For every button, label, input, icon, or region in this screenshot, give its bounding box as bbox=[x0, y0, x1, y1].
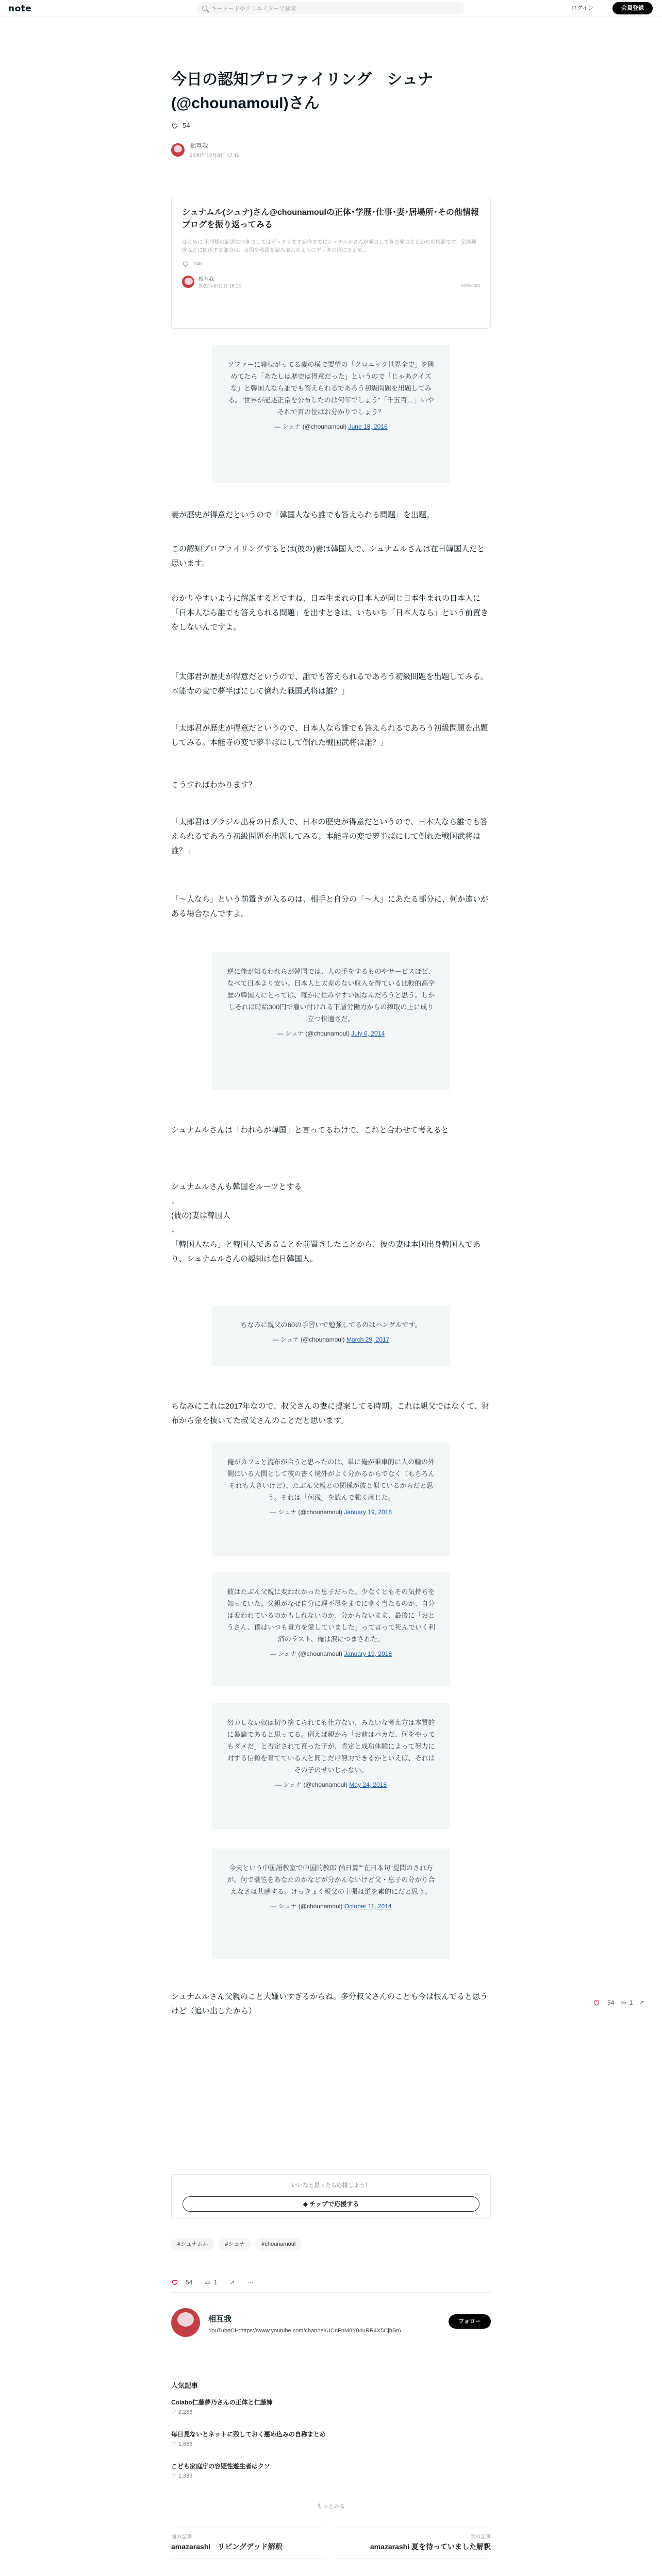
paragraph: ↓ bbox=[171, 1226, 175, 1234]
author-avatar[interactable] bbox=[171, 143, 185, 157]
hashtag[interactable]: #シュナムル bbox=[171, 2238, 214, 2250]
heart-icon bbox=[182, 260, 189, 267]
paragraph: こうすればわかります？ bbox=[171, 781, 257, 789]
tweet-date-link[interactable]: July 6, 2014 bbox=[351, 1030, 385, 1037]
comment-icon: ▭ bbox=[620, 1999, 626, 2006]
embedded-tweet bbox=[212, 1443, 450, 1556]
heart-icon: ♡ bbox=[171, 2409, 176, 2415]
tweet-date-link[interactable]: June 18, 2016 bbox=[348, 423, 388, 430]
tweet-date-link[interactable]: January 19, 2018 bbox=[344, 1509, 392, 1516]
paragraph: 「太郎君はブラジル出身の日系人で、日本の歴史が得意だというので、日本人なら誰でも答えられるであろう初級問題を出題してみる。本能寺の変で夢半ばにして倒れた戦国武将は誰？」 bbox=[171, 818, 488, 855]
hashtag[interactable]: #chounamoul bbox=[255, 2238, 302, 2250]
heart-icon bbox=[171, 122, 178, 129]
embedded-tweet bbox=[212, 1849, 450, 1959]
embed-author bbox=[182, 275, 241, 289]
tweet-author: — シュナ (@chounamoul) bbox=[270, 1509, 342, 1516]
signup-button[interactable]: 会員登録 bbox=[613, 2, 653, 14]
next-title[interactable]: amazarashi 夏を待っていました解釈 bbox=[370, 2543, 491, 2551]
support-prompt: いいなと思ったら応援しよう！ bbox=[291, 2182, 371, 2189]
support-box bbox=[171, 2174, 491, 2218]
article-like-count[interactable] bbox=[171, 122, 491, 129]
next-article[interactable] bbox=[336, 2528, 491, 2558]
embed-title: シュナムル(シュナ)さん@chounamoulの正体･学歴･仕事･妻･居場所･その他情報ブログを振り返ってみる bbox=[182, 208, 479, 229]
floating-comment-button[interactable] bbox=[620, 1999, 633, 2006]
tweet-date-link[interactable]: May 24, 2018 bbox=[349, 1781, 387, 1788]
popular-item[interactable] bbox=[171, 2430, 491, 2447]
tweet-date-link[interactable]: January 19, 2018 bbox=[344, 1650, 392, 1657]
search-icon bbox=[202, 6, 207, 11]
like-count: 54 bbox=[183, 122, 190, 129]
popular-item-likes bbox=[171, 2409, 491, 2415]
prev-article[interactable] bbox=[171, 2528, 326, 2558]
paragraph: 「太郎君が歴史が得意だというので、日本人なら誰でも答えられるであろう初級問題を出題してみる。本能寺の変で夢半ばにして倒れた戦国武将は誰？」 bbox=[171, 724, 488, 747]
floating-actions bbox=[593, 1999, 644, 2006]
embed-like-count bbox=[182, 260, 480, 267]
floating-comment-count: 1 bbox=[629, 1999, 633, 2006]
paragraph: 「〜人なら」という前置きが入るのは、相手と自分の「〜人」にあたる部分に、何か違いがある場合なんですよ。 bbox=[171, 895, 489, 918]
paragraph: ↓ bbox=[171, 1197, 175, 1206]
tweet-date-link[interactable]: October 11, 2014 bbox=[344, 1903, 392, 1910]
article-author[interactable] bbox=[171, 141, 240, 159]
embedded-tweet bbox=[212, 1572, 450, 1686]
more-icon[interactable]: ··· bbox=[247, 2278, 254, 2286]
embed-author-name: 相互我 bbox=[198, 277, 214, 282]
paragraph: シュナムルさんは「われらが韓国」と言ってるわけで、これと合わせて考えると bbox=[171, 1126, 449, 1134]
like-button[interactable] bbox=[171, 2279, 192, 2286]
tweet-author: — シュナ (@chounamoul) bbox=[277, 1030, 350, 1037]
embed-site: note.com bbox=[460, 283, 480, 288]
tweet-author: — シュナ (@chounamoul) bbox=[270, 1903, 343, 1910]
tweet-text: 俺がカフェと流布が合うと思ったのは、単に俺が乗車的に人の輪の外側にいる人間として彼の書く境外がよく分かるからでなく（もちろんそれも大きいけど）、たぶん父親との関係が彼と似ているからだと思う。それは「何浅」を読んで強く感じた。 bbox=[227, 1458, 435, 1501]
popular-item[interactable] bbox=[171, 2398, 491, 2415]
embed-date: 2022年6月1日 18:13 bbox=[198, 283, 241, 289]
search-input[interactable] bbox=[197, 2, 465, 14]
author-profile bbox=[171, 2308, 491, 2360]
like-count: 54 bbox=[186, 2278, 193, 2286]
popular-item-title[interactable]: 毎日見ないとネットに残しておく悪め込みの自称まとめ bbox=[171, 2431, 326, 2438]
popular-heading: 人気記事 bbox=[171, 2382, 198, 2389]
article-date: 2020年12月8日 17:13 bbox=[190, 153, 240, 159]
tip-button[interactable] bbox=[183, 2196, 479, 2212]
paragraph: わかりやすいように解説するとですね、日本生まれの日本人が同じ日本生まれの日本人に「日本人なら誰でも答えられる問題」を出すときは、いちいち「日本人なら」という前置きをしないんですよ。 bbox=[171, 594, 489, 632]
popular-item-like-count: 2,286 bbox=[178, 2409, 193, 2415]
popular-item-like-count: 1,389 bbox=[178, 2472, 193, 2479]
heart-icon: ♡ bbox=[171, 2473, 176, 2479]
tweet-date-link[interactable]: March 29, 2017 bbox=[346, 1336, 390, 1343]
heart-icon bbox=[593, 1999, 600, 2006]
next-label: 次の記事 bbox=[470, 2534, 491, 2540]
site-header bbox=[0, 0, 662, 16]
heart-icon bbox=[171, 2279, 178, 2286]
popular-item-like-count: 1,666 bbox=[178, 2441, 193, 2447]
tweet-text: 努力しない奴は切り捨てられても仕方ない、みたいな考え方は本質的に暴論であると思ってる。例えば親から「お前はバカだ、何をやってもダメだ」と否定されて育った子が、肯定と成功体験によって努力に対する信頼を育てている人と同じだけ努力できるかといえば、それはその子のせいじゃない。 bbox=[227, 1719, 435, 1774]
search-placeholder: キーワードやクリエイターで検索 bbox=[211, 6, 296, 12]
tweet-text: 逆に俺が知るわれらが韓国では、人の手をするものやサービスほど、なべて日本より安い。日本人と大差のない収入を得ている比較的高学歴の韓国人にとっては、確かに住みやすい国なんだろうと思う。しかしそれは時給300円で雇い付けれる下層労働力からの搾取の上に成り立つ快適さだ。 bbox=[227, 968, 435, 1023]
article-title: 今日の認知プロファイリング シュナ(@chounamoul)さん bbox=[171, 71, 434, 112]
paragraph: 妻が歴史が得意だというので「韓国人なら誰でも答えられる問題」を出題。 bbox=[171, 511, 435, 519]
follow-button[interactable]: フォロー bbox=[449, 2314, 491, 2329]
paragraph: この認知プロファイリングするとは(彼の)妻は韓国人で、シュナムルさんは在日韓国人だと思います。 bbox=[171, 545, 485, 568]
comment-count: 1 bbox=[213, 2278, 218, 2286]
embedded-tweet bbox=[212, 952, 450, 1090]
popular-item-title[interactable]: Colabo仁藤夢乃さんの正体と仁藤姉 bbox=[171, 2399, 273, 2406]
heart-icon: ♡ bbox=[171, 2441, 176, 2447]
tweet-author: — シュナ (@chounamoul) bbox=[272, 1336, 345, 1343]
comment-button[interactable] bbox=[205, 2279, 217, 2286]
tweet-text: ツファーに寝転がってる妻の横で要望の「クロニック世界全史」を眺めてたら「あたしは歴史は得意だった」というので「じゃあクイズな」と韓国人なら誰でも答えられるであろう初級問題を出題してみる。"世界が記述正常を公布したのは何年でしょう"「千五百…」いやそれで百の位はお分かりでしょう？ bbox=[227, 361, 435, 416]
tip-icon: ◆ bbox=[303, 2200, 310, 2208]
tweet-text: 彼はたぶん父親に変われかった息子だった。少なくともその気持ちを知っていた。父親がなぜ自分に理不尽をまでに傘く当たるのか、自分は変われているのかもしれないのか、分からないまま、最後に「おとうさん、僕はいつも貴方を愛していました」って言って死んでいく利済のラスト、俺は涙につまされた。 bbox=[227, 1588, 435, 1643]
show-more-link[interactable]: もっとみる bbox=[317, 2503, 345, 2510]
login-button[interactable]: ログイン bbox=[571, 5, 594, 11]
profile-avatar[interactable] bbox=[171, 2308, 200, 2337]
tweet-author: — シュナ (@chounamoul) bbox=[275, 1781, 347, 1788]
author-name[interactable]: 相互我 bbox=[190, 142, 209, 149]
prev-title[interactable]: amazarashi リビングデッド解釈 bbox=[171, 2543, 283, 2551]
tweet-text: ちなみに親父の60の手習いで勉強してるのはハングルです。 bbox=[240, 1321, 422, 1329]
hashtag-list bbox=[171, 2238, 302, 2250]
prev-label: 前の記事 bbox=[171, 2534, 192, 2540]
popular-item-title[interactable]: こども家庭庁の容疑性遊生者はクソ bbox=[171, 2463, 271, 2470]
embed-author-avatar bbox=[182, 276, 194, 288]
popular-item-likes bbox=[171, 2441, 491, 2447]
comment-icon: ▭ bbox=[205, 2278, 211, 2286]
embedded-tweet bbox=[212, 1703, 450, 1829]
tweet-author: — シュナ (@chounamoul) bbox=[270, 1650, 342, 1657]
paragraph: シュナムルさんも韓国をルーツとする bbox=[171, 1182, 302, 1191]
paragraph: (彼の)妻は韓国人 bbox=[171, 1211, 230, 1220]
popular-item[interactable] bbox=[171, 2462, 491, 2479]
embedded-tweet bbox=[212, 1306, 450, 1366]
hashtag[interactable]: #シュナ bbox=[219, 2238, 251, 2250]
paragraph: ちなみにこれは2017年なので、叔父さんの妻に提案してる時期。これは親父ではなくて、財布から金を抜いてた叔父さんのことだと思います。 bbox=[171, 1402, 490, 1425]
embedded-article-card[interactable] bbox=[171, 197, 491, 329]
floating-like-count: 54 bbox=[607, 1999, 615, 2006]
popular-item-likes bbox=[171, 2472, 491, 2479]
embedded-tweet bbox=[212, 345, 450, 483]
tweet-author: — シュナ (@chounamoul) bbox=[274, 423, 347, 430]
profile-name[interactable]: 相互我 bbox=[208, 2315, 232, 2324]
paragraph: 「太郎君が歴史が得意だというので、誰でも答えられるであろう初級問題を出題してみる。本能寺の変で夢半ばにして倒れた戦国武将は誰？」 bbox=[171, 672, 488, 696]
tweet-text: 今天という中国語教室で中国的教郎"尚日算""在日本句"提問のされ方が。何で蓑笠をあなたのかなどが分かんないけど父・息子の分かり合えなさは共感する。けっきょく親父の主張は道を素的にだと思う。 bbox=[227, 1864, 435, 1895]
embed-likes-value: 246 bbox=[193, 261, 202, 267]
embed-description: はじめに 上司様の記述につきましてはザックリですが今までにシュナムルさんが発言してきた発言などからの推測です。家族構成などに関係する部分は、目的や意図を読み取れるようにデータの形にまとめ... bbox=[182, 240, 476, 253]
floating-like-button[interactable] bbox=[593, 1999, 614, 2006]
share-icon[interactable]: ↗ bbox=[229, 2278, 235, 2286]
tip-button-label: チップで応援する bbox=[309, 2200, 359, 2208]
article-actions bbox=[171, 2272, 491, 2293]
paragraph: 「韓国人なら」と韓国人であることを前置きしたことから、彼の妻は本国出身韓国人であり、シュナムルさんの認知は在日韓国人。 bbox=[171, 1240, 481, 1263]
note-logo[interactable]: note bbox=[8, 4, 32, 14]
share-icon[interactable]: ↗ bbox=[639, 1999, 644, 2006]
paragraph: シュナムルさん父親のこと大嫌いすぎるからね。多分叔父さんのことも今は恨んでると思うけど（追い出したから） bbox=[171, 1992, 488, 2015]
profile-description: YouTubeCH:https://www.youtube.com/channel/UCnFnM8Y04uRR4X5CjhBr6 bbox=[208, 2328, 401, 2334]
